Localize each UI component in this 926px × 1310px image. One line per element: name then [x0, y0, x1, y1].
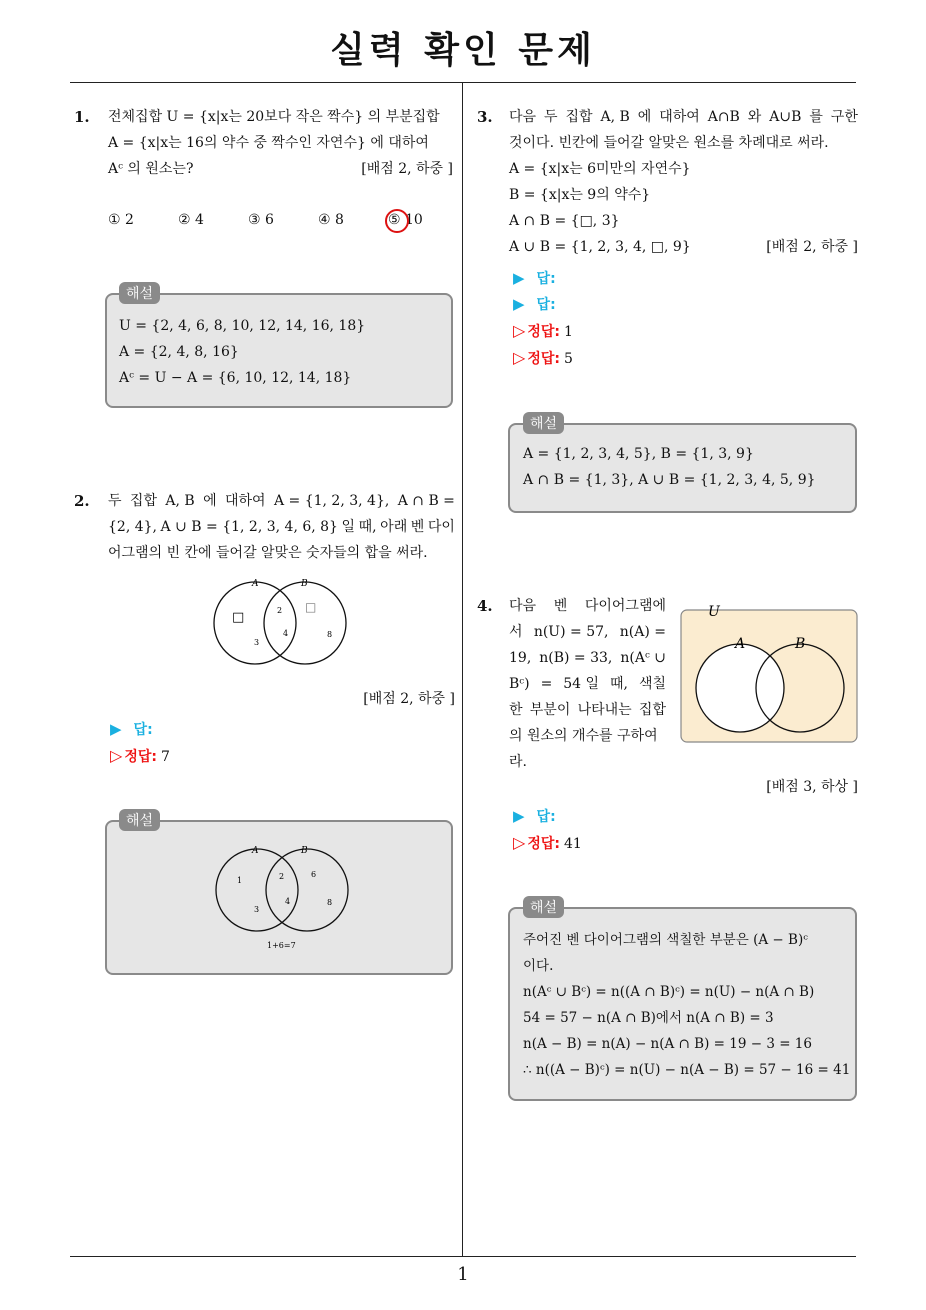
correct-value: 7 [160, 749, 170, 765]
word: 구한 [830, 109, 858, 125]
word: A∪B [769, 109, 802, 125]
word: 두 [108, 493, 122, 509]
q2-answer-row [110, 719, 153, 739]
triangle-outline-icon: ▷ [110, 746, 123, 765]
q2-score: [배점 2, 하중 ] [363, 691, 455, 707]
word: 벤 [553, 598, 568, 614]
word: 집합 [565, 109, 593, 125]
explain-line: n(A − B) = n(A) − n(A ∩ B) = 19 − 3 = 16 [523, 1036, 812, 1052]
word: A∩B [707, 109, 740, 125]
venn-blank-left: □ [232, 610, 245, 625]
q4-explain-text [523, 927, 850, 1083]
explain-line: Aᶜ = U − A = {6, 10, 12, 14, 18} [119, 370, 352, 386]
word: {2, 4}, [108, 519, 157, 535]
explain-line: A ∩ B = {1, 3}, A ∪ B = {1, 2, 3, 4, 5, 9} [523, 472, 816, 488]
word: 다이어그램에 [584, 598, 666, 614]
venn-value: 3 [254, 905, 260, 914]
q3-number: 3. [477, 108, 493, 126]
venn-value: 8 [327, 630, 333, 639]
q1-explain-tag: 해설 [119, 282, 160, 304]
q3-answer-row [513, 268, 556, 288]
q1-line [108, 156, 453, 182]
selected-answer-circle [385, 209, 409, 233]
q3-text [509, 104, 858, 260]
correct-value: 41 [563, 836, 582, 852]
q2-correct-row [110, 746, 170, 766]
q2-text [108, 488, 455, 566]
word: 다이 [427, 519, 455, 535]
word: A ∪ B = {1, 2, 3, 4, 6, 8} [160, 519, 338, 535]
word: 다음 [509, 109, 537, 125]
column-divider [462, 82, 463, 1256]
word: 한 [509, 702, 523, 718]
venn-label-a: A [735, 636, 746, 652]
q3-set: A ∩ B = {□, 3} [509, 213, 620, 229]
venn-label-a: A [252, 846, 259, 856]
word: A ∩ B = [397, 493, 455, 509]
q1-question: Aᶜ 의 원소는? [108, 161, 194, 177]
word: 때, [610, 676, 628, 692]
word: 서 [509, 624, 523, 640]
play-icon: ▶ [513, 807, 525, 825]
q4-number: 4. [477, 597, 493, 615]
venn-value: 2 [279, 872, 285, 881]
q3-score: [배점 2, 하중 ] [766, 239, 858, 255]
triangle-outline-icon: ▷ [513, 833, 526, 852]
q2-line [108, 488, 455, 514]
explain-line: 이다. [523, 958, 554, 974]
venn-label-u: U [708, 604, 720, 620]
answer-label: 답: [536, 809, 556, 825]
q4-line [509, 671, 666, 697]
word: n(B) = 33, [539, 650, 613, 666]
q4-line [509, 619, 666, 645]
word: 두 [544, 109, 558, 125]
q2-line: 어그램의 빈 칸에 들어갈 알맞은 숫자들의 합을 써라. [108, 545, 428, 561]
answer-label: 답: [536, 271, 556, 287]
word: n(Aᶜ ∪ [620, 650, 666, 666]
explain-line: 주어진 벤 다이어그램의 색칠한 부분은 (A − B)ᶜ [523, 932, 808, 948]
word: 집합 [129, 493, 157, 509]
q3-line: 것이다. 빈칸에 들어갈 알맞은 원소를 차례대로 써라. [509, 135, 829, 151]
venn-circle-b [264, 582, 346, 664]
play-icon: ▶ [513, 295, 525, 313]
venn-label-b: B [301, 579, 308, 589]
q3-explain-tag: 해설 [523, 412, 564, 434]
venn-blank-right: □ [305, 600, 317, 614]
q1-line: A = {x|x는 16의 약수 중 짝수인 자연수} 에 대하여 [108, 135, 429, 151]
q2-venn-diagram [205, 575, 355, 670]
correct-value: 5 [563, 351, 573, 367]
q1-number: 1. [74, 108, 90, 126]
word: 54 일 [563, 676, 600, 692]
venn-circle-b [266, 849, 348, 931]
word: A, B [165, 493, 195, 509]
word: 를 [809, 109, 823, 125]
word: Bᶜ) [509, 676, 530, 692]
word: 벤 [410, 519, 425, 535]
word: 19, [509, 650, 532, 666]
page-number: 1 [457, 1264, 469, 1285]
explain-line: A = {1, 2, 3, 4, 5}, B = {1, 3, 9} [523, 446, 754, 462]
q3-set: A = {x|x는 6미만의 자연수} [509, 161, 691, 177]
word: 에 [203, 493, 217, 509]
bottom-rule [70, 1256, 856, 1257]
q4-correct-row [513, 833, 582, 853]
q4-line [509, 593, 666, 619]
q3-line [509, 234, 858, 260]
venn-note: 1+6=7 [267, 941, 296, 950]
word: 때, [358, 519, 377, 535]
top-rule [70, 82, 856, 83]
venn-circle-a [216, 849, 298, 931]
q1-explain-box [105, 293, 453, 408]
q3-correct-row [513, 348, 573, 368]
answer-label: 답: [133, 722, 153, 738]
venn-value: 4 [285, 897, 291, 906]
choice-1[interactable]: ① 2 [108, 212, 134, 228]
q3-explain-box [508, 423, 857, 513]
triangle-outline-icon: ▷ [513, 348, 526, 367]
venn-circle-a [696, 644, 784, 732]
word: 일 [341, 519, 356, 535]
venn-value: 1 [237, 876, 243, 885]
q4-venn-diagram [680, 600, 860, 746]
venn-circle-a [214, 582, 296, 664]
choice-3[interactable]: ③ 6 [248, 212, 274, 228]
q3-answer-row [513, 294, 556, 314]
q1-text [108, 104, 453, 182]
q4-text [509, 593, 666, 775]
correct-label: 정답: [124, 749, 157, 765]
correct-value: 1 [563, 324, 573, 340]
correct-label: 정답: [527, 351, 560, 367]
venn-label-b: B [301, 846, 308, 856]
q3-set: A ∪ B = {1, 2, 3, 4, □, 9} [509, 239, 691, 255]
q4-line [509, 697, 666, 723]
choice-5[interactable]: ⑤ 10 [388, 212, 423, 228]
venn-value: 6 [311, 870, 317, 879]
word: 나타내는 [577, 702, 632, 718]
q4-line: 의 원소의 개수를 구하여 [509, 728, 658, 744]
page-title: 실력 확인 문제 [330, 30, 596, 71]
q4-explain-tag: 해설 [523, 896, 564, 918]
q1-line: 전체집합 U = {x|x는 20보다 작은 짝수} 의 부분집합 [108, 109, 440, 125]
explain-line: n(Aᶜ ∪ Bᶜ) = n((A ∩ B)ᶜ) = n(U) − n(A ∩ B) [523, 984, 815, 1000]
venn-value: 2 [277, 606, 283, 615]
q3-explain-text [523, 441, 816, 493]
venn-label-a: A [252, 579, 259, 589]
answer-label: 답: [536, 297, 556, 313]
word: 대하여 [659, 109, 700, 125]
explain-line: A = {2, 4, 8, 16} [119, 344, 239, 360]
q1-score: [배점 2, 하중 ] [361, 161, 453, 177]
word: = [540, 676, 553, 692]
play-icon: ▶ [110, 720, 122, 738]
word: 아래 [380, 519, 408, 535]
q2-number: 2. [74, 492, 90, 510]
venn-value: 4 [283, 629, 289, 638]
word: 부분이 [529, 702, 571, 718]
venn-value: 8 [327, 898, 333, 907]
correct-label: 정답: [527, 324, 560, 340]
choice-4[interactable]: ④ 8 [318, 212, 344, 228]
venn-label-b: B [795, 636, 806, 652]
word: 색칠 [638, 676, 666, 692]
choice-2[interactable]: ② 4 [178, 212, 204, 228]
explain-line: 54 = 57 − n(A ∩ B)에서 n(A ∩ B) = 3 [523, 1010, 774, 1026]
explain-line: U = {2, 4, 6, 8, 10, 12, 14, 16, 18} [119, 318, 366, 334]
q3-set: B = {x|x는 9의 약수} [509, 187, 651, 203]
q1-explain-text [119, 313, 365, 391]
q4-answer-row [513, 806, 556, 826]
word: 에 [637, 109, 652, 125]
q3-line [509, 104, 858, 130]
play-icon: ▶ [513, 269, 525, 287]
word: 대하여 [225, 493, 266, 509]
word: A, B [600, 109, 630, 125]
q2-explain-tag: 해설 [119, 809, 160, 831]
word: n(A) = [619, 624, 666, 640]
q2-line [108, 514, 455, 540]
q4-line: 라. [509, 754, 527, 770]
q4-line [509, 645, 666, 671]
triangle-outline-icon: ▷ [513, 321, 526, 340]
word: A = {1, 2, 3, 4}, [273, 493, 390, 509]
word: 와 [747, 109, 762, 125]
q2-explain-venn [207, 840, 357, 960]
q4-score: [배점 3, 하상 ] [766, 779, 858, 795]
correct-label: 정답: [527, 836, 560, 852]
venn-value: 3 [254, 638, 260, 647]
q2-explain-box [105, 820, 453, 975]
explain-line: ∴ n((A − B)ᶜ) = n(U) − n(A − B) = 57 − 16 = 41 [523, 1062, 851, 1078]
q3-correct-row [513, 321, 573, 341]
word: n(U) = 57, [533, 624, 609, 640]
word: 다음 [509, 598, 537, 614]
word: 집합 [638, 702, 666, 718]
q4-explain-box [508, 907, 857, 1101]
